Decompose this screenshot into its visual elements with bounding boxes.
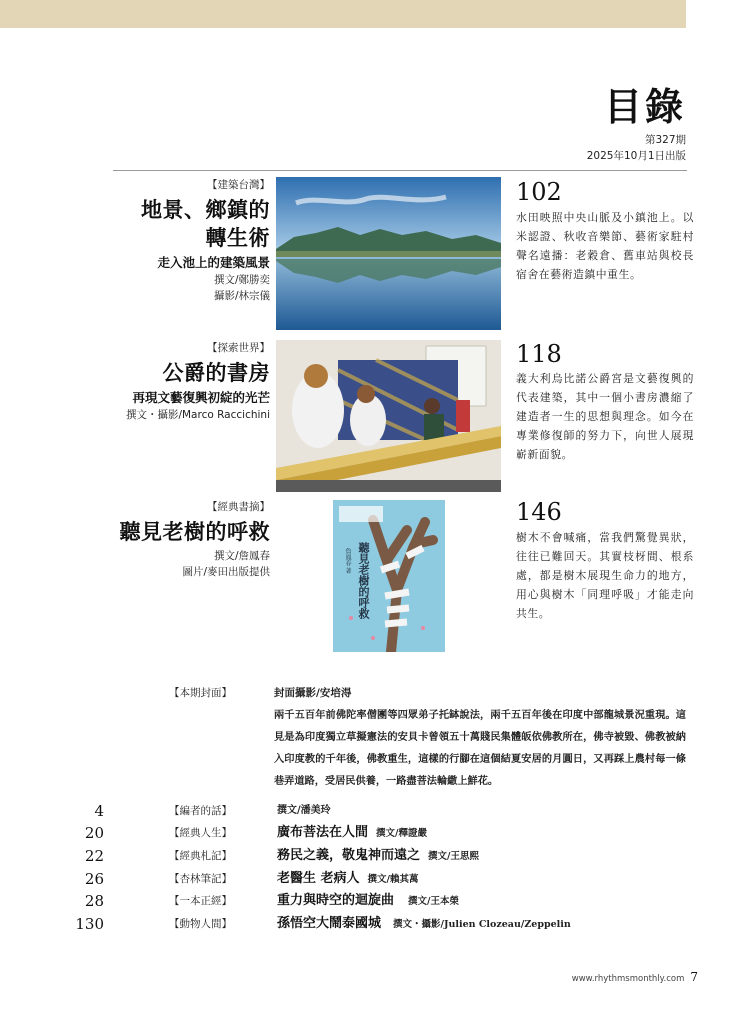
column-entry[interactable] — [60, 800, 700, 822]
toc-header — [587, 84, 686, 164]
column-category: 【編者的話】 — [169, 805, 232, 817]
feature-subtitle: 走入池上的建築風景 — [157, 255, 270, 270]
cover-photo-credit: 封面攝影/安培淂 — [274, 687, 352, 699]
column-category: 【一本正經】 — [169, 895, 232, 907]
feature-category: 【建築台灣】 — [207, 179, 270, 191]
page-footer — [572, 970, 698, 984]
publish-date: 2025年10月1日出版 — [586, 150, 686, 162]
column-title: 老醫生 老病人 — [277, 871, 360, 886]
column-entry[interactable] — [60, 822, 700, 844]
feature-description: 水田映照中央山脈及小鎮池上。以米認證、秋收音樂節、藝術家駐村聲名遠播：老穀倉、舊車站與校長宿舍在藝術造鎮中重生。 — [516, 211, 694, 281]
column-title: 孫悟空大鬧泰國城 — [277, 916, 382, 931]
column-title: 重力與時空的迴旋曲 — [277, 893, 395, 908]
feature-page-number: 118 — [516, 340, 562, 368]
feature-page-number: 146 — [516, 498, 562, 526]
column-entry[interactable] — [60, 868, 700, 890]
feature-photo-credit: 攝影/林宗儀 — [213, 290, 270, 302]
feature-headline-line2: 轉生術 — [205, 225, 270, 250]
feature-description: 樹木不會喊痛，當我們驚覺異狀，往往已難回天。其實枝枒間、根系處，都是樹木展現生命力的地方，用心與樹木「同理呼吸」才能走向共生。 — [516, 531, 694, 620]
page-title: 目錄 — [603, 84, 686, 129]
footer-url[interactable]: www.rhythmsmonthly.com — [571, 974, 685, 984]
column-entry[interactable] — [60, 890, 700, 912]
feature-headline: 聽見老樹的呼救 — [119, 519, 270, 544]
page-number: 7 — [690, 970, 698, 984]
feature-1-text[interactable] — [0, 178, 270, 304]
top-color-bar — [0, 0, 686, 28]
feature-headline: 地景、鄉鎮的 — [141, 197, 270, 222]
column-page-number: 28 — [84, 892, 104, 910]
column-category: 【杏林筆記】 — [169, 873, 232, 885]
issue-number: 第327期 — [644, 134, 686, 146]
cover-description: 兩千五百年前佛陀率僧團等四眾弟子托缽說法，兩千五百年後在印度中部龍城景況重現。這見是為印度獨立草擬憲法的安貝卡曾領五十萬賤民集體皈依佛教所在，佛寺被毀、佛教被納入印度教的千年後，佛教重生，這樣的行腳在這個結夏安居的月圓日，又再踩上農村每一條巷弄道路，受居民供養，一路盡菩法輪繖上鮮花。 — [274, 709, 686, 787]
column-author: 撰文/潘美玲 — [277, 805, 331, 816]
column-author: 撰文/賴其萬 — [367, 874, 419, 885]
column-page-number: 130 — [75, 915, 104, 933]
column-author: 撰文/王思熙 — [428, 851, 479, 862]
column-entry[interactable] — [60, 845, 700, 867]
feature-page-number: 102 — [516, 178, 562, 206]
column-title: 務民之義，敬鬼神而遠之 — [277, 848, 421, 863]
column-entry[interactable] — [60, 913, 700, 935]
feature-credit: 撰文・攝影/Marco Raccichini — [125, 409, 270, 421]
cover-category: 【本期封面】 — [169, 687, 232, 699]
column-author: 撰文/王本榮 — [408, 896, 459, 907]
restoration-workshop-image — [276, 340, 501, 492]
book-cover-image — [333, 500, 445, 652]
column-page-number: 22 — [84, 847, 104, 865]
feature-category: 【經典書摘】 — [207, 501, 270, 513]
book-author: 詹鳳春 著 — [344, 548, 351, 574]
feature-image-credit: 圖片/麥田出版提供 — [182, 566, 270, 578]
feature-2-text[interactable] — [0, 341, 270, 423]
column-author: 撰文・攝影/Julien Clozeau/Zeppelin — [393, 919, 571, 930]
column-category: 【經典人生】 — [169, 827, 232, 839]
column-category: 【動物人間】 — [169, 918, 232, 930]
feature-2-photo[interactable] — [276, 340, 501, 492]
column-title: 廣布菩法在人間 — [277, 825, 369, 840]
lake-landscape-image — [276, 177, 501, 330]
column-page-number: 20 — [84, 824, 104, 842]
feature-3-text[interactable] — [0, 500, 270, 580]
column-author: 撰文/釋證嚴 — [376, 828, 427, 839]
feature-writer-credit: 撰文/鄭勝奕 — [213, 274, 270, 286]
column-category: 【經典札記】 — [169, 850, 232, 862]
column-page-number: 26 — [84, 870, 104, 888]
column-page-number: 4 — [94, 802, 104, 820]
book-title: 聽見老樹的呼救 — [357, 542, 370, 619]
header-divider — [113, 170, 687, 171]
feature-category: 【探索世界】 — [207, 342, 270, 354]
feature-headline: 公爵的書房 — [162, 360, 270, 385]
feature-subtitle: 再現文藝復興初綻的光芒 — [132, 390, 270, 405]
feature-3-book-cover[interactable] — [333, 500, 445, 652]
feature-description: 義大利烏比諾公爵宮是文藝復興的代表建築，其中一個小書房濃縮了建造者一生的思想與理念。如今在專業修復師的努力下，向世人展現嶄新面貌。 — [516, 372, 694, 461]
feature-writer-credit: 撰文/詹鳳春 — [213, 550, 270, 562]
feature-1-photo[interactable] — [276, 177, 501, 330]
